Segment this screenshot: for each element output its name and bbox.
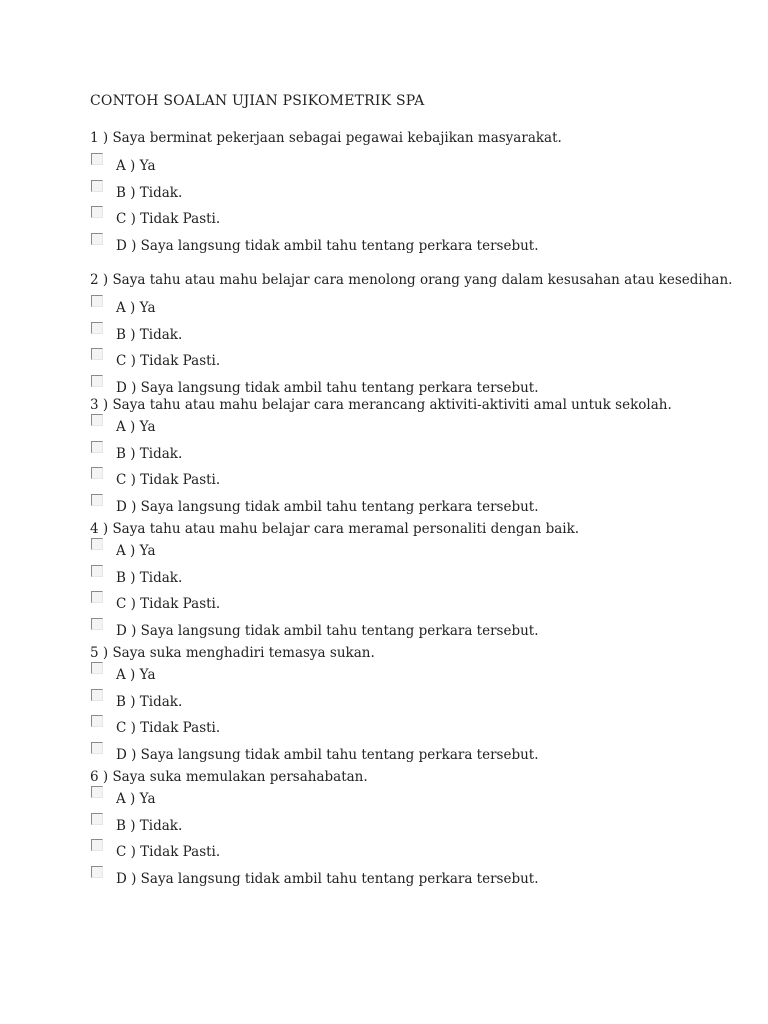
- option-b[interactable]: [90, 565, 730, 592]
- option-label: D ) Saya langsung tidak ambil tahu tentang perkara tersebut.: [116, 623, 539, 640]
- option-label: A ) Ya: [116, 419, 156, 435]
- option-c[interactable]: [90, 591, 730, 618]
- option-b[interactable]: [90, 322, 730, 349]
- option-label: C ) Tidak Pasti.: [116, 596, 221, 613]
- checkbox-icon[interactable]: [91, 715, 103, 727]
- checkbox-icon[interactable]: [91, 591, 103, 603]
- option-a[interactable]: [90, 786, 730, 813]
- option-d[interactable]: [90, 233, 730, 260]
- option-label: C ) Tidak Pasti.: [116, 472, 221, 489]
- option-label: D ) Saya langsung tidak ambil tahu tentang perkara tersebut.: [116, 238, 539, 255]
- option-a[interactable]: [90, 538, 730, 565]
- checkbox-icon[interactable]: [91, 348, 103, 360]
- checkbox-icon[interactable]: [91, 742, 103, 754]
- option-b[interactable]: [90, 813, 730, 840]
- option-label: C ) Tidak Pasti.: [116, 720, 221, 737]
- question-text: 2 ) Saya tahu atau mahu belajar cara menolong orang yang dalam kesusahan atau kesedihan.: [90, 272, 733, 288]
- option-label: C ) Tidak Pasti.: [116, 353, 221, 370]
- option-a[interactable]: [90, 414, 730, 441]
- option-b[interactable]: [90, 441, 730, 468]
- option-label: D ) Saya langsung tidak ambil tahu tentang perkara tersebut.: [116, 871, 539, 888]
- option-label: C ) Tidak Pasti.: [116, 844, 221, 861]
- question-5: [90, 644, 730, 769]
- checkbox-icon[interactable]: [91, 180, 103, 192]
- option-c[interactable]: [90, 206, 730, 233]
- checkbox-icon[interactable]: [91, 538, 103, 550]
- question-4: [90, 520, 730, 645]
- option-b[interactable]: [90, 180, 730, 207]
- option-label: B ) Tidak.: [116, 326, 183, 343]
- option-d[interactable]: [90, 494, 730, 521]
- option-a[interactable]: [90, 153, 730, 180]
- option-label: A ) Ya: [116, 667, 156, 683]
- option-c[interactable]: [90, 839, 730, 866]
- option-a[interactable]: [90, 295, 730, 322]
- checkbox-icon[interactable]: [91, 375, 103, 387]
- option-c[interactable]: [90, 348, 730, 375]
- question-3: [90, 396, 730, 521]
- option-c[interactable]: [90, 467, 730, 494]
- question-text: 5 ) Saya suka menghadiri temasya sukan.: [90, 645, 375, 661]
- checkbox-icon[interactable]: [91, 565, 103, 577]
- option-label: D ) Saya langsung tidak ambil tahu tentang perkara tersebut.: [116, 499, 539, 516]
- option-label: D ) Saya langsung tidak ambil tahu tentang perkara tersebut.: [116, 747, 539, 764]
- checkbox-icon[interactable]: [91, 813, 103, 825]
- question-text: 6 ) Saya suka memulakan persahabatan.: [90, 769, 368, 785]
- option-label: D ) Saya langsung tidak ambil tahu tentang perkara tersebut.: [116, 380, 539, 397]
- question-6: [90, 768, 730, 893]
- option-label: C ) Tidak Pasti.: [116, 211, 221, 228]
- option-label: B ) Tidak.: [116, 817, 183, 834]
- option-label: A ) Ya: [116, 543, 156, 559]
- checkbox-icon[interactable]: [91, 839, 103, 851]
- option-d[interactable]: [90, 866, 730, 893]
- checkbox-icon[interactable]: [91, 233, 103, 245]
- page-title: CONTOH SOALAN UJIAN PSIKOMETRIK SPA: [90, 93, 425, 109]
- checkbox-icon[interactable]: [91, 414, 103, 426]
- option-a[interactable]: [90, 662, 730, 689]
- option-b[interactable]: [90, 689, 730, 716]
- question-text: 1 ) Saya berminat pekerjaan sebagai pegawai kebajikan masyarakat.: [90, 130, 562, 146]
- checkbox-icon[interactable]: [91, 153, 103, 165]
- option-d[interactable]: [90, 618, 730, 645]
- question-text: 4 ) Saya tahu atau mahu belajar cara meramal personaliti dengan baik.: [90, 521, 580, 537]
- question-2: [90, 271, 733, 402]
- checkbox-icon[interactable]: [91, 494, 103, 506]
- option-label: A ) Ya: [116, 791, 156, 807]
- option-label: B ) Tidak.: [116, 184, 183, 201]
- checkbox-icon[interactable]: [91, 206, 103, 218]
- option-label: A ) Ya: [116, 300, 156, 316]
- checkbox-icon[interactable]: [91, 866, 103, 878]
- checkbox-icon[interactable]: [91, 441, 103, 453]
- checkbox-icon[interactable]: [91, 662, 103, 674]
- checkbox-icon[interactable]: [91, 322, 103, 334]
- option-c[interactable]: [90, 715, 730, 742]
- option-label: B ) Tidak.: [116, 693, 183, 710]
- checkbox-icon[interactable]: [91, 467, 103, 479]
- question-1: [90, 129, 730, 260]
- option-label: B ) Tidak.: [116, 569, 183, 586]
- question-text: 3 ) Saya tahu atau mahu belajar cara merancang aktiviti-aktiviti amal untuk sekolah.: [90, 397, 672, 413]
- option-label: B ) Tidak.: [116, 445, 183, 462]
- option-d[interactable]: [90, 742, 730, 769]
- checkbox-icon[interactable]: [91, 689, 103, 701]
- option-label: A ) Ya: [116, 158, 156, 174]
- checkbox-icon[interactable]: [91, 295, 103, 307]
- checkbox-icon[interactable]: [91, 786, 103, 798]
- checkbox-icon[interactable]: [91, 618, 103, 630]
